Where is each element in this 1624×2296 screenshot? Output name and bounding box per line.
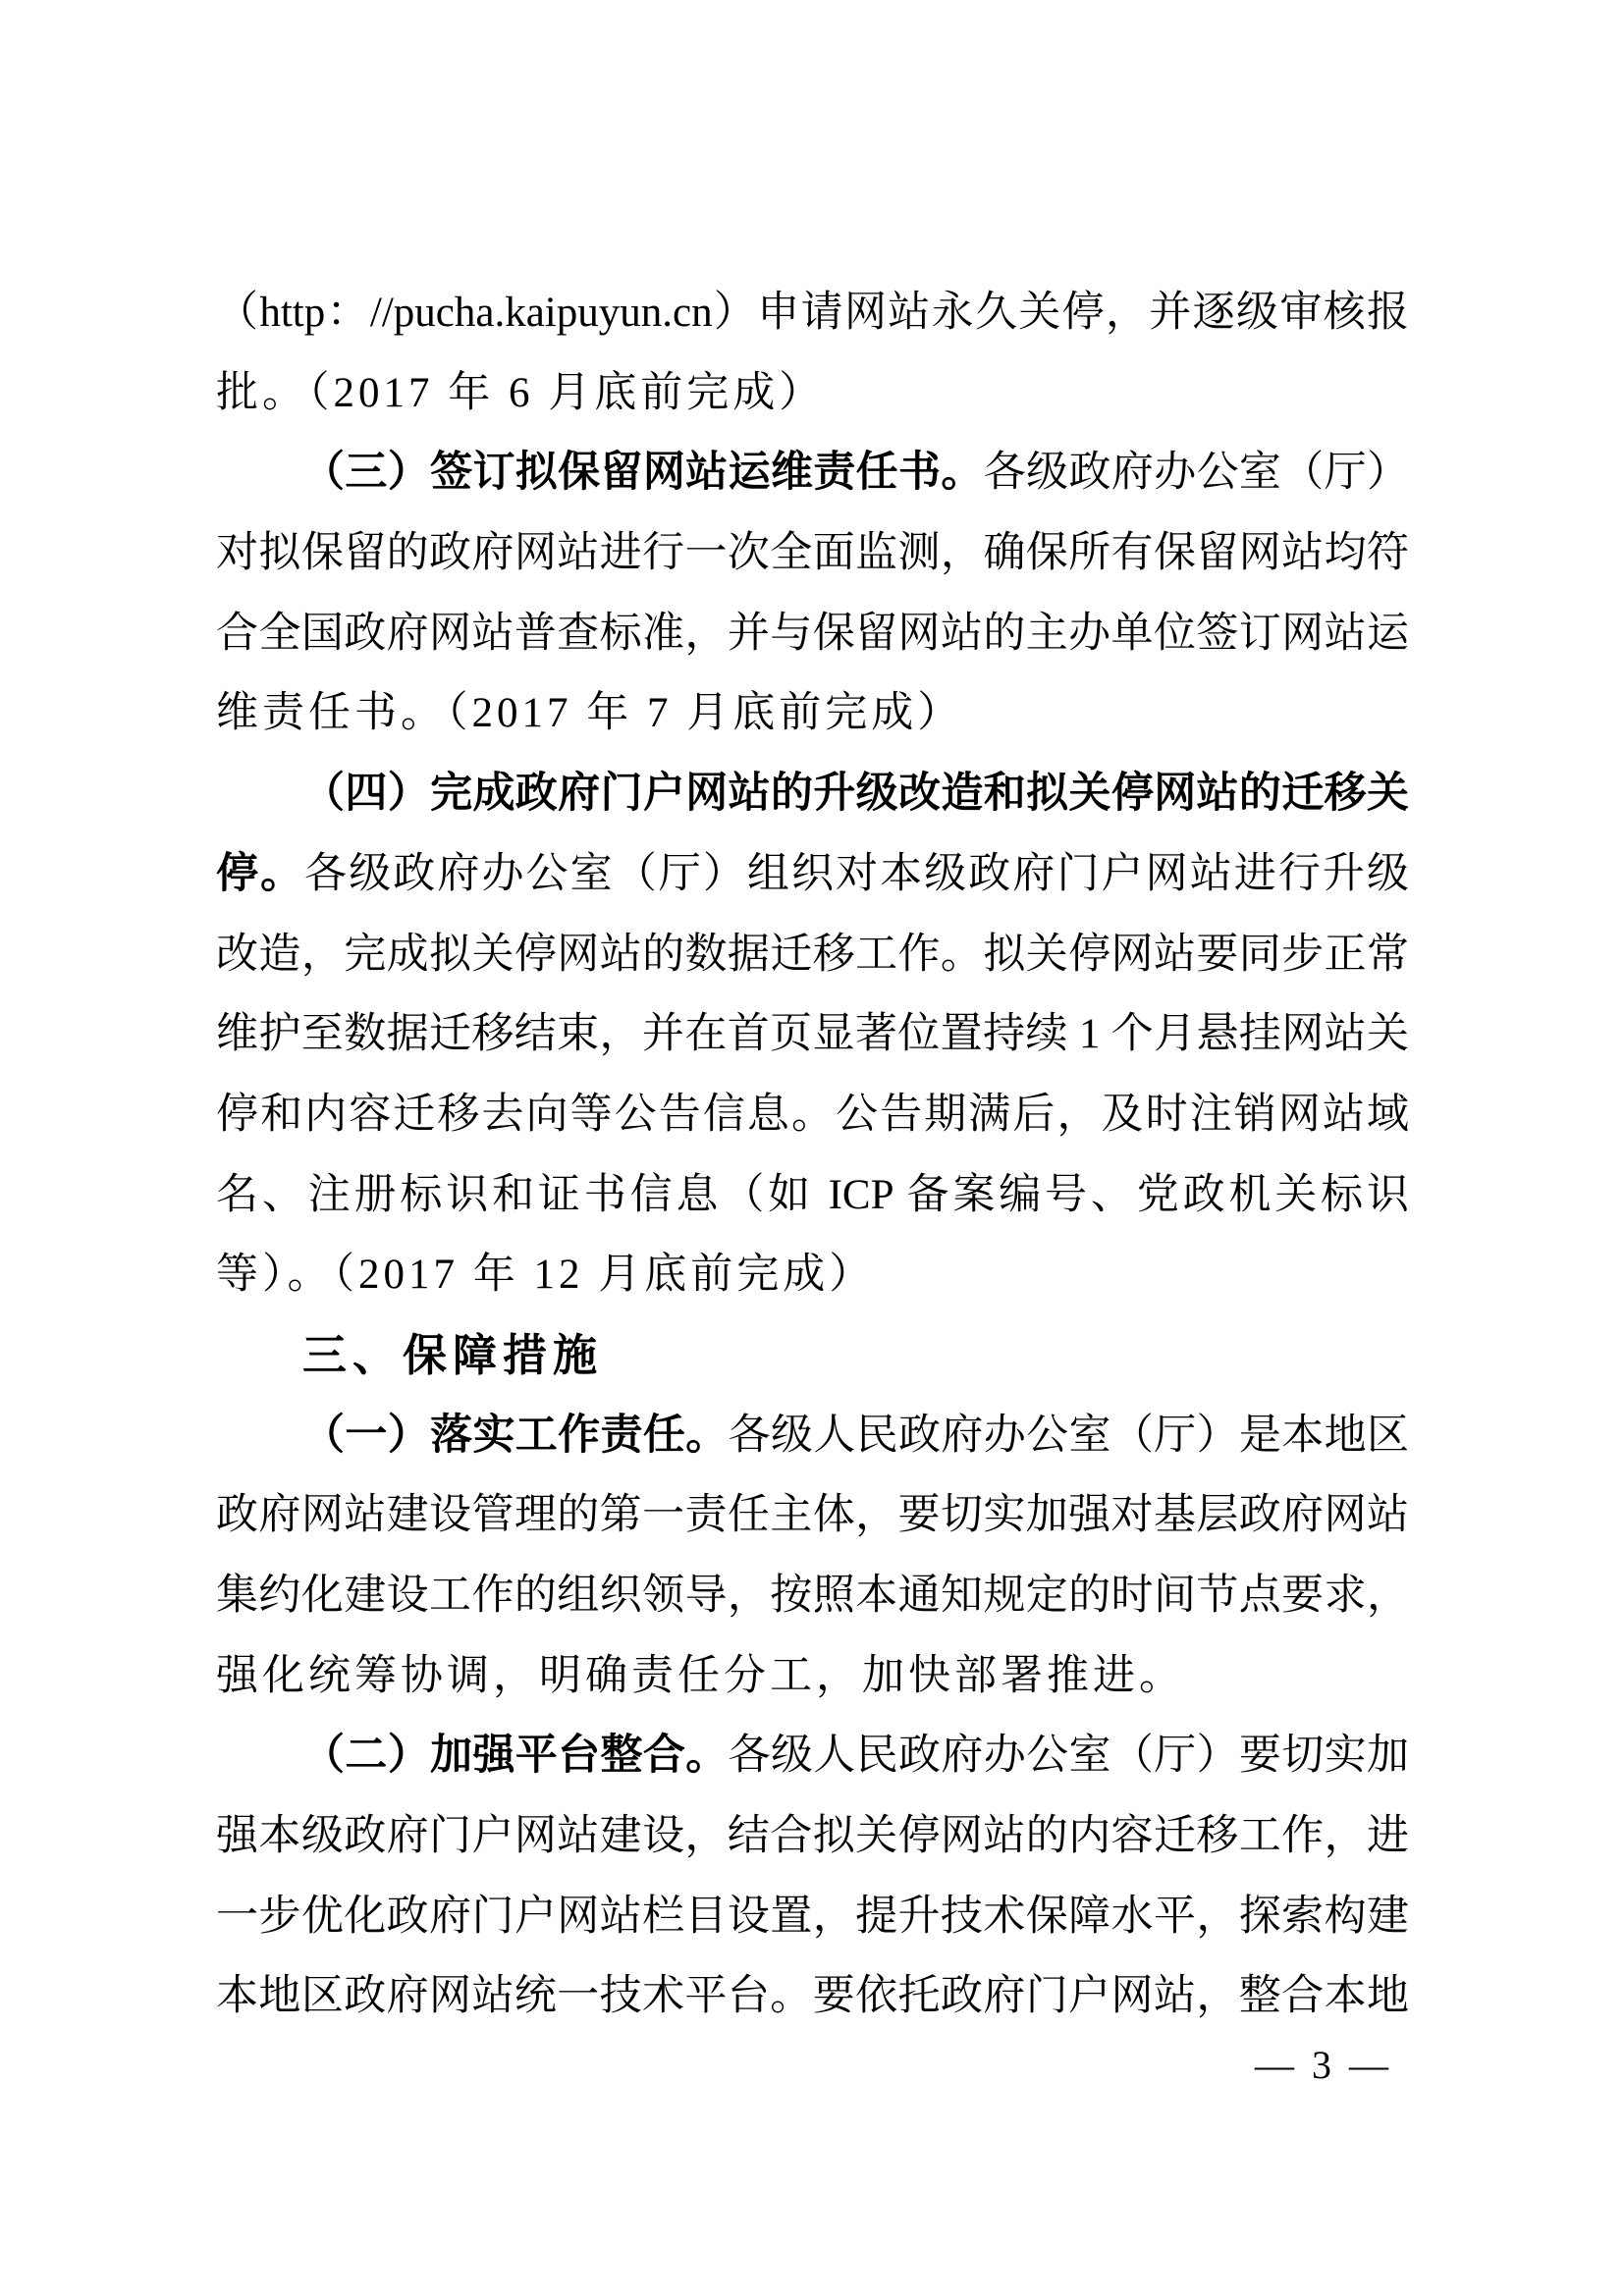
text-segment: 各级政府办公室（厅）组织对本级政府门户网站进行升级 <box>304 850 1410 897</box>
doc-line-03 <box>216 433 1409 513</box>
doc-line-12 <box>216 1155 1409 1236</box>
text-segment: 维责任书。（2017 年 7 月底前完成） <box>216 690 964 737</box>
section-heading: 三、保障措施 <box>302 1329 604 1380</box>
text-segment: 改造，完成拟关停网站的数据迁移工作。拟关停网站要同步正常 <box>216 931 1409 978</box>
page-number: — 3 — <box>1255 2043 1392 2087</box>
text-segment: 强本级政府门户网站建设，结合拟关停网站的内容迁移工作，进 <box>216 1813 1409 1860</box>
text-segment: 名、注册标识和证书信息（如 ICP 备案编号、党政机关标识 <box>216 1171 1409 1218</box>
paragraph-lead: （二）加强平台整合。 <box>302 1733 729 1780</box>
doc-line-06 <box>216 673 1409 754</box>
text-segment: 批。（2017 年 6 月底前完成） <box>216 369 826 416</box>
text-segment: 合全国政府网站普查标准，并与保留网站的主办单位签订网站运 <box>216 610 1409 657</box>
text-segment: 对拟保留的政府网站进行一次全面监测，确保所有保留网站均符 <box>216 530 1409 577</box>
paragraph-lead: （三）签订拟保留网站运维责任书。 <box>302 450 984 497</box>
doc-line-02 <box>216 353 1409 434</box>
doc-line-10 <box>216 994 1409 1075</box>
doc-line-11 <box>216 1075 1409 1155</box>
paragraph-lead: 停。 <box>216 850 305 897</box>
doc-line-14 <box>216 1315 1409 1396</box>
text-segment: （http：//pucha.kaipuyun.cn）申请网站永久关停，并逐级审核报 <box>216 290 1409 336</box>
doc-line-05 <box>216 594 1409 674</box>
text-segment: 等）。（2017 年 12 月底前完成） <box>216 1252 876 1299</box>
doc-line-07 <box>216 754 1409 834</box>
doc-line-22 <box>216 1956 1409 2037</box>
doc-line-21 <box>216 1877 1409 1957</box>
doc-line-13 <box>216 1235 1409 1315</box>
text-segment: 停和内容迁移去向等公告信息。公告期满后，及时注销网站域 <box>216 1091 1409 1138</box>
text-segment: 各级政府办公室（厅） <box>983 450 1410 497</box>
text-segment: 本地区政府网站统一技术平台。要依托政府门户网站，整合本地 <box>216 1973 1409 2020</box>
doc-line-18 <box>216 1636 1409 1717</box>
text-segment: 各级人民政府办公室（厅）是本地区 <box>728 1412 1410 1459</box>
doc-line-20 <box>216 1796 1409 1877</box>
text-segment: 强化统筹协调，明确责任分工，加快部署推进。 <box>216 1652 1185 1699</box>
doc-line-01 <box>216 273 1409 353</box>
doc-line-08 <box>216 834 1409 915</box>
doc-line-19 <box>216 1716 1409 1796</box>
text-segment: 维护至数据迁移结束，并在首页显著位置持续 1 个月悬挂网站关 <box>216 1011 1409 1058</box>
text-segment: 集约化建设工作的组织领导，按照本通知规定的时间节点要求， <box>216 1573 1409 1619</box>
text-segment: 一步优化政府门户网站栏目设置，提升技术保障水平，探索构建 <box>216 1893 1409 1940</box>
doc-line-16 <box>216 1475 1409 1556</box>
doc-line-04 <box>216 513 1409 594</box>
paragraph-lead: （一）落实工作责任。 <box>302 1412 729 1459</box>
doc-line-15 <box>216 1396 1409 1476</box>
paragraph-lead: （四）完成政府门户网站的升级改造和拟关停网站的迁移关 <box>302 771 1409 818</box>
text-segment: 政府网站建设管理的第一责任主体，要切实加强对基层政府网站 <box>216 1492 1409 1539</box>
document-body <box>216 273 1409 2037</box>
doc-line-17 <box>216 1556 1409 1636</box>
doc-line-09 <box>216 915 1409 995</box>
text-segment: 各级人民政府办公室（厅）要切实加 <box>728 1733 1410 1780</box>
